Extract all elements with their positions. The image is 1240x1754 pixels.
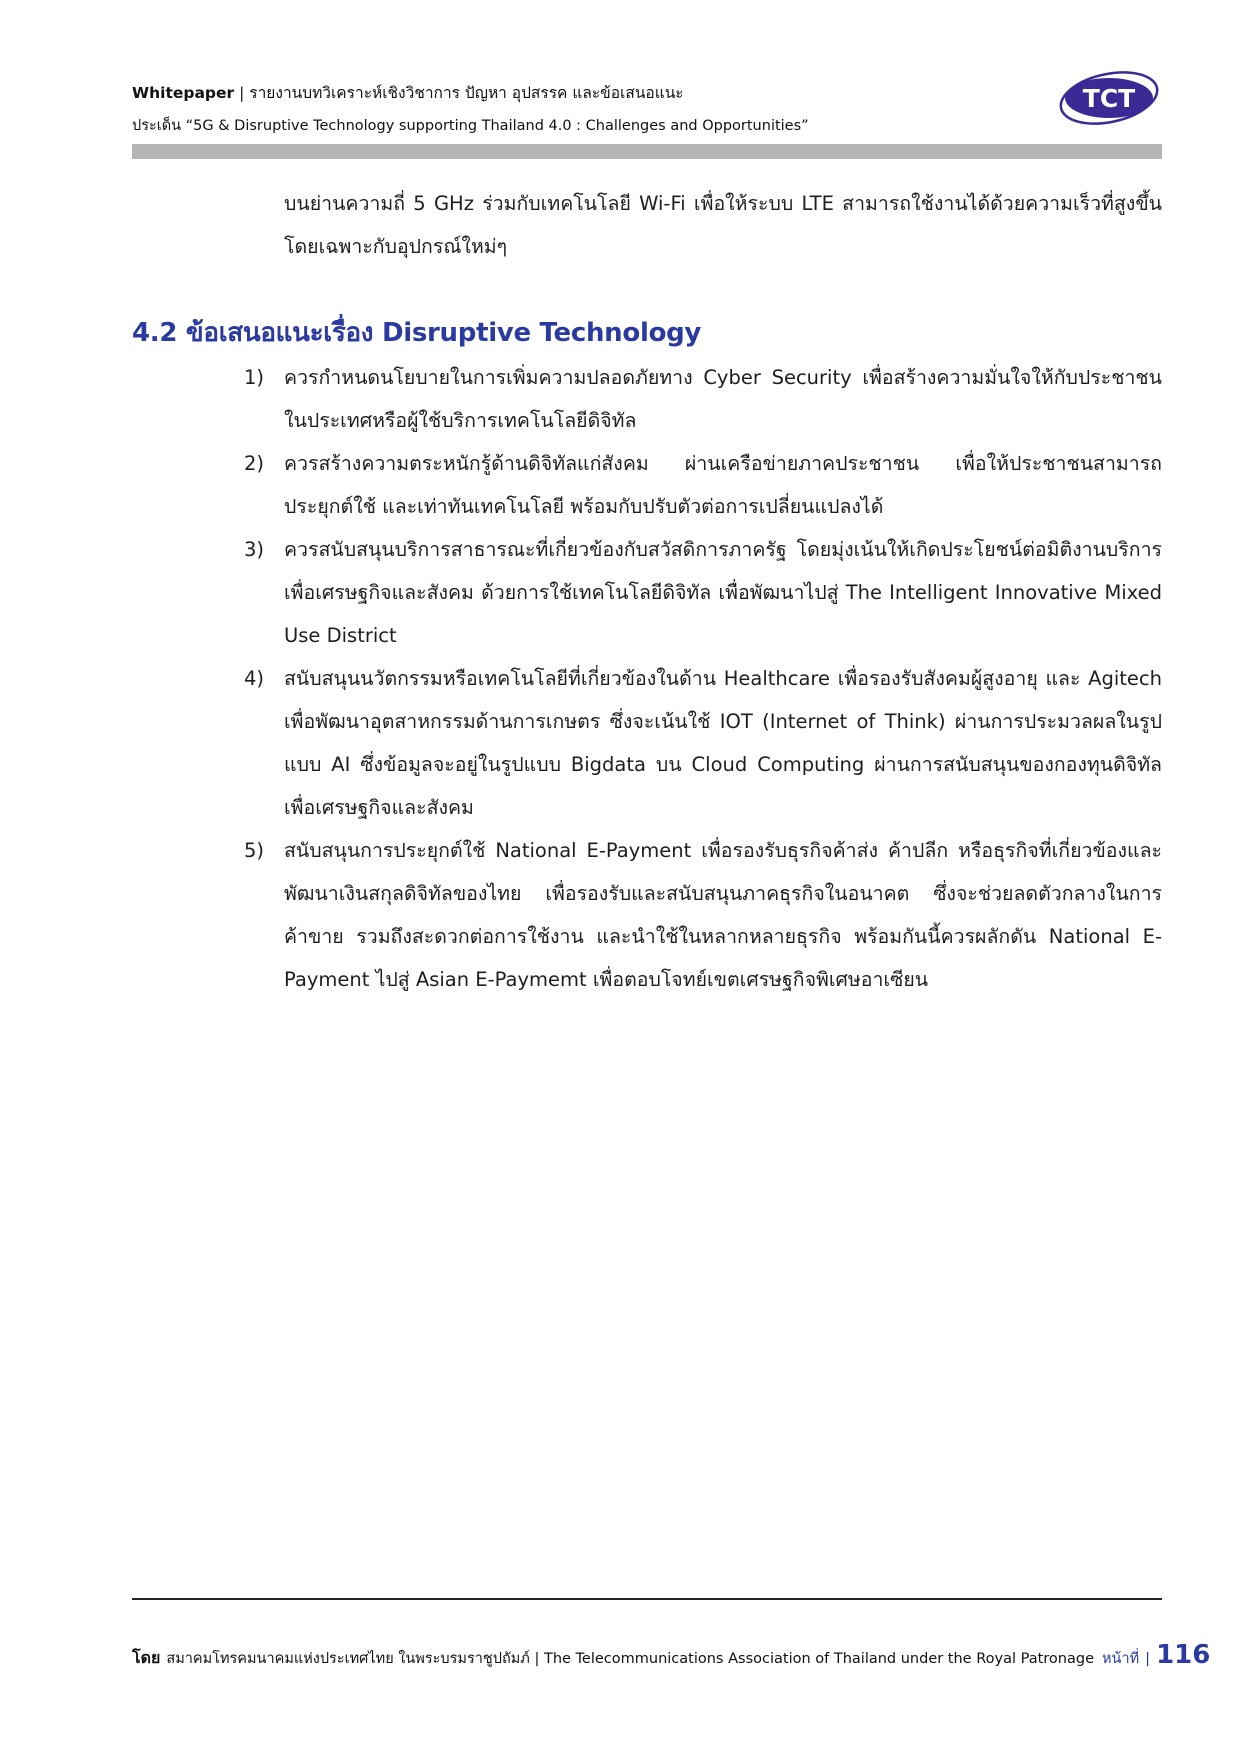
logo-text: TCT (1082, 84, 1136, 113)
tct-logo (1058, 64, 1160, 126)
footer-by-label: โดย (132, 1648, 161, 1667)
list-item-number: 4) (244, 667, 265, 690)
list-item (244, 442, 1162, 528)
header-subtitle: ประเด็น “5G & Disruptive Technology supporting Thailand 4.0 : Challenges and Opportunities” (132, 118, 809, 134)
page-number: 116 (1156, 1640, 1211, 1670)
list-item-text: ควรสร้างความตระหนักรู้ด้านดิจิทัลแก่สังคม ผ่านเครือข่ายภาคประชาชน เพื่อให้ประชาชนสามารถประยุกต์ใช้ และเท่าทันเทคโนโลยี พร้อมกับปรับตัวต่อการเปลี่ยนแปลงได้ (284, 452, 1162, 518)
list-item-number: 3) (244, 538, 265, 561)
list-item-text: สนับสนุนการประยุกต์ใช้ National E-Payment เพื่อรองรับธุรกิจค้าส่ง ค้าปลีก หรือธุรกิจที่เกี่ยวข้องและพัฒนาเงินสกุลดิจิทัลของไทย เพื่อรองรับและสนับสนุนภาคธุรกิจในอนาคต ซึ่งจะช่วยลดตัวกลางในการค้าขาย รวมถึงสะดวกต่อการใช้งาน และนำใช้ในหลากหลายธุรกิจ พร้อมกันนี้ควรผลักดัน National E-Payment ไปสู่ Asian E-Paymemt เพื่อตอบโจทย์เขตเศรษฐกิจพิเศษอาเซียน (284, 839, 1162, 991)
footer (132, 1640, 1210, 1671)
list-item-number: 1) (244, 366, 265, 389)
list-item-text: สนับสนุนนวัตกรรมหรือเทคโนโลยีที่เกี่ยวข้องในด้าน Healthcare เพื่อรองรับสังคมผู้สูงอายุ และ Agitech เพื่อพัฒนาอุตสาหกรรมด้านการเกษตร ซึ่งจะเน้นใช้ IOT (Internet of Think) ผ่านการประมวลผลในรูปแบบ AI ซึ่งข้อมูลจะอยู่ในรูปแบบ Bigdata บน Cloud Computing ผ่านการสนับสนุนของกองทุนดิจิทัลเพื่อเศรษฐกิจและสังคม (284, 667, 1162, 819)
intro-paragraph: บนย่านความถี่ 5 GHz ร่วมกับเทคโนโลยี Wi-Fi เพื่อให้ระบบ LTE สามารถใช้งานได้ด้วยความเร็วที่สูงขึ้นโดยเฉพาะกับอุปกรณ์ใหม่ๆ (284, 192, 1162, 258)
list-item (244, 657, 1162, 829)
header-title-text: | รายงานบทวิเคราะห์เชิงวิชาการ ปัญหา อุปสรรค และข้อเสนอแนะ (234, 84, 684, 102)
recommendation-list (244, 356, 1162, 1001)
list-item (244, 356, 1162, 442)
section-heading: 4.2 ข้อเสนอแนะเรื่อง Disruptive Technology (132, 318, 702, 348)
list-item-number: 2) (244, 452, 265, 475)
header-label: Whitepaper (132, 84, 235, 102)
footer-divider (132, 1598, 1162, 1600)
header-title (132, 80, 684, 105)
footer-page-label: หน้าที่ (1102, 1651, 1140, 1667)
footer-separator: | (1145, 1651, 1151, 1667)
list-item-text: ควรสนับสนุนบริการสาธารณะที่เกี่ยวข้องกับสวัสดิการภาครัฐ โดยมุ่งเน้นให้เกิดประโยชน์ต่อมิติงานบริการเพื่อเศรษฐกิจและสังคม ด้วยการใช้เทคโนโลยีดิจิทัล เพื่อพัฒนาไปสู่ The Intelligent Innovative Mixed Use District (284, 538, 1162, 647)
list-item-text: ควรกำหนดนโยบายในการเพิ่มความปลอดภัยทาง Cyber Security เพื่อสร้างความมั่นใจให้กับประชาชนในประเทศหรือผู้ใช้บริการเทคโนโลยีดิจิทัล (284, 366, 1162, 432)
footer-organization: สมาคมโทรคมนาคมแห่งประเทศไทย ในพระบรมราชูปถัมภ์ | The Telecommunications Association of Thailand under the Royal Patronage (166, 1651, 1094, 1667)
list-item-number: 5) (244, 839, 265, 862)
list-item (244, 528, 1162, 657)
header-bar (132, 144, 1162, 159)
list-item (244, 829, 1162, 1001)
